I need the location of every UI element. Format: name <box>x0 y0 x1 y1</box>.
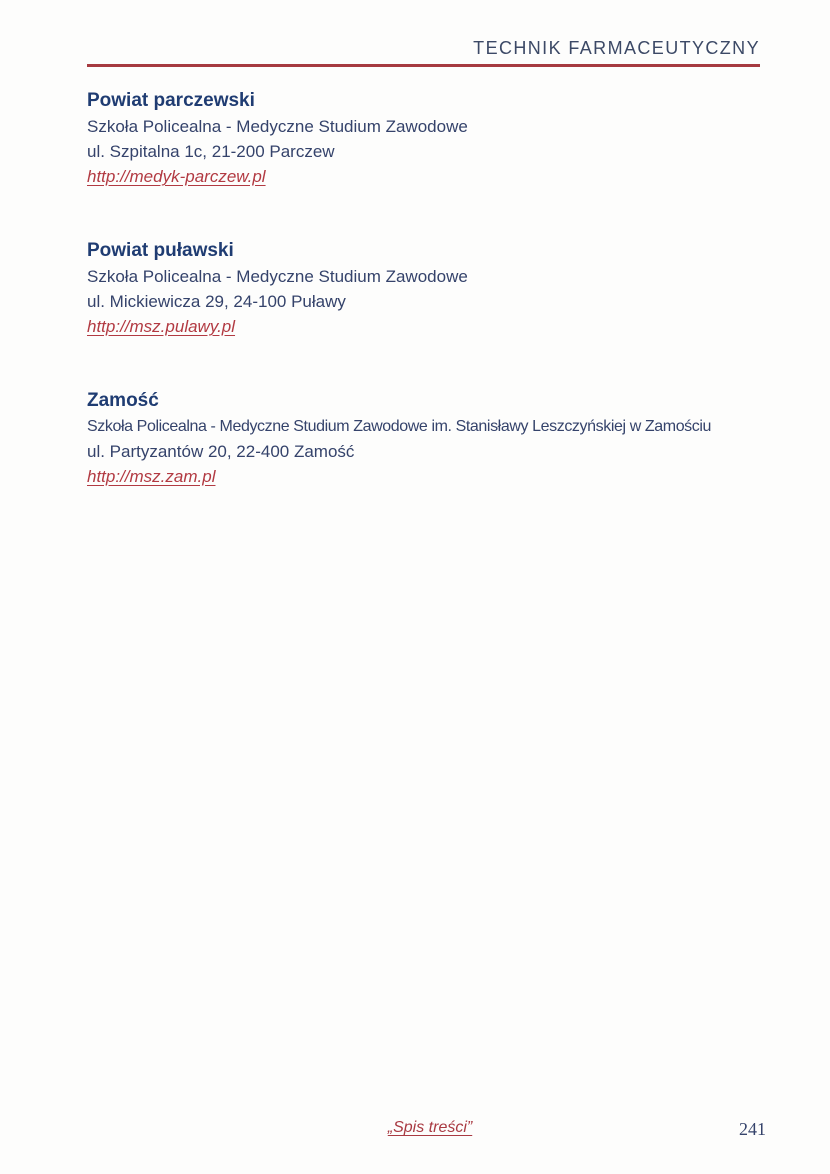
school-name: Szkoła Policealna - Medyczne Studium Zawodowe <box>87 267 468 286</box>
page-number: 241 <box>739 1119 766 1139</box>
school-address: ul. Szpitalna 1c, 21-200 Parczew <box>87 142 335 161</box>
school-website-link[interactable]: http://msz.pulawy.pl <box>87 317 236 336</box>
school-entry-pulawski <box>87 238 760 339</box>
school-website-link[interactable]: http://medyk-parczew.pl <box>87 167 266 186</box>
school-address: ul. Mickiewicza 29, 24-100 Puławy <box>87 292 346 311</box>
page-footer <box>0 1117 830 1145</box>
school-entry-parczewski <box>87 88 760 189</box>
section-heading: Powiat puławski <box>87 240 234 261</box>
section-heading: Zamość <box>87 390 159 411</box>
school-address: ul. Partyzantów 20, 22-400 Zamość <box>87 442 355 461</box>
page-header <box>87 0 760 67</box>
section-heading: Powiat parczewski <box>87 90 255 111</box>
toc-link[interactable]: „Spis treści” <box>387 1119 473 1136</box>
header-divider <box>87 64 760 67</box>
school-name: Szkoła Policealna - Medyczne Studium Zawodowe im. Stanisławy Leszczyńskiej w Zamościu <box>87 418 712 435</box>
school-entry-zamosc <box>87 388 760 489</box>
school-website-link[interactable]: http://msz.zam.pl <box>87 467 216 486</box>
page-content <box>87 88 760 489</box>
school-name: Szkoła Policealna - Medyczne Studium Zawodowe <box>87 117 468 136</box>
page-header-title: TECHNIK FARMACEUTYCZNY <box>473 38 760 58</box>
